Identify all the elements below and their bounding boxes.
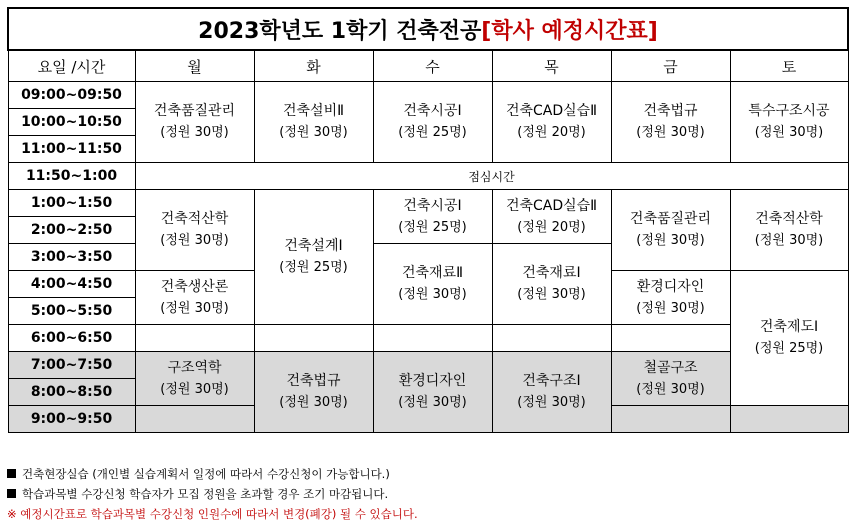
time-slot: 5:00~5:50 — [8, 298, 135, 325]
course-name: 철골구조 — [643, 359, 698, 376]
course-name: 건축CAD실습Ⅱ — [505, 197, 598, 214]
course-fri-morning — [611, 82, 730, 163]
empty-cell — [611, 325, 730, 352]
course-name: 건축법규 — [286, 373, 341, 389]
course-fri-evening — [611, 352, 730, 406]
empty-cell — [135, 406, 254, 433]
time-slot: 10:00~10:50 — [8, 109, 135, 136]
time-slot: 3:00~3:50 — [8, 244, 135, 271]
course-capacity: (정원 25명) — [279, 260, 348, 275]
course-capacity: (정원 30명) — [398, 395, 467, 410]
time-slot: 11:00~11:50 — [8, 136, 135, 163]
course-name: 건축적산학 — [755, 211, 823, 227]
course-capacity: (정원 30명) — [517, 287, 586, 302]
course-capacity: (정원 30명) — [636, 381, 705, 397]
title-main: 2023학년도 1학기 건축전공 — [198, 18, 482, 44]
course-name: 건축설비Ⅱ — [283, 103, 344, 119]
course-name: 건축재료Ⅱ — [402, 265, 463, 281]
course-capacity: (정원 30명) — [754, 125, 824, 140]
footnote-text: 건축현장실습 (개인별 실습계획서 일정에 따라서 수강신청이 가능합니다.) — [22, 467, 390, 481]
course-name: 환경디자인 — [636, 278, 705, 295]
course-capacity: (정원 30명) — [279, 395, 348, 410]
empty-cell — [135, 325, 254, 352]
course-capacity: (정원 20명) — [517, 219, 586, 235]
course-wed-afternoon-2 — [373, 244, 492, 325]
course-capacity: (정원 30명) — [279, 125, 348, 140]
course-name: 건축시공Ⅰ — [403, 197, 462, 214]
time-slot: 09:00~09:50 — [8, 82, 135, 109]
course-name: 구조역학 — [167, 359, 222, 376]
title-highlight: [학사 예정시간표] — [481, 18, 658, 44]
footnote — [7, 464, 418, 484]
square-bullet-icon — [7, 489, 16, 498]
course-thu-afternoon-2 — [492, 244, 611, 325]
empty-cell — [730, 406, 848, 433]
time-slot: 11:50~1:00 — [8, 163, 135, 190]
time-slot: 1:00~1:50 — [8, 190, 135, 217]
course-wed-afternoon-1 — [373, 190, 492, 244]
course-fri-afternoon-1 — [611, 190, 730, 271]
course-capacity: (정원 30명) — [754, 233, 824, 248]
course-capacity: (정원 30명) — [160, 300, 229, 316]
course-capacity: (정원 30명) — [160, 125, 229, 140]
course-mon-afternoon-1 — [135, 190, 254, 271]
day-header-thu: 목 — [492, 50, 611, 82]
time-slot: 9:00~9:50 — [8, 406, 135, 433]
course-name: 건축구조Ⅰ — [522, 373, 581, 389]
course-name: 건축재료Ⅰ — [522, 265, 581, 281]
day-header-mon: 월 — [135, 50, 254, 82]
time-slot: 2:00~2:50 — [8, 217, 135, 244]
page-title — [8, 8, 848, 50]
course-fri-afternoon-2 — [611, 271, 730, 325]
course-capacity: (정원 20명) — [517, 125, 586, 140]
course-sat-afternoon-1 — [730, 190, 848, 271]
course-capacity: (정원 30명) — [636, 125, 705, 140]
course-name: 건축법규 — [643, 103, 698, 119]
footnote-warning: ※ 예정시간표로 학습과목별 수강신청 인원수에 따라서 변경(폐강) 될 수 있습니다. — [7, 507, 418, 521]
course-tue-morning — [254, 82, 373, 163]
course-name: 건축생산론 — [160, 278, 229, 295]
square-bullet-icon — [7, 469, 16, 478]
course-capacity: (정원 25명) — [398, 219, 467, 235]
course-name: 건축품질관리 — [153, 103, 236, 119]
course-capacity: (정원 30명) — [517, 395, 586, 410]
empty-cell — [373, 325, 492, 352]
time-slot: 6:00~6:50 — [8, 325, 135, 352]
timetable — [7, 7, 849, 433]
empty-cell — [611, 406, 730, 433]
course-name: 건축품질관리 — [629, 211, 712, 227]
course-name: 건축적산학 — [160, 211, 229, 227]
day-header-fri: 금 — [611, 50, 730, 82]
corner-header: 요일 /시간 — [8, 50, 135, 82]
course-thu-afternoon-1 — [492, 190, 611, 244]
course-name: 건축시공Ⅰ — [403, 103, 462, 119]
time-slot: 4:00~4:50 — [8, 271, 135, 298]
lunch-break: 점심시간 — [135, 163, 848, 190]
course-thu-evening — [492, 352, 611, 433]
course-capacity: (정원 30명) — [636, 233, 705, 248]
course-capacity: (정원 30명) — [398, 287, 467, 302]
course-mon-morning — [135, 82, 254, 163]
course-sat-morning — [730, 82, 848, 163]
course-capacity: (정원 30명) — [160, 233, 229, 248]
course-capacity: (정원 30명) — [636, 300, 705, 316]
course-capacity: (정원 25명) — [398, 125, 467, 140]
course-capacity: (정원 25명) — [754, 341, 824, 356]
course-capacity: (정원 30명) — [160, 381, 229, 397]
course-name: 특수구조시공 — [748, 103, 830, 119]
day-header-wed: 수 — [373, 50, 492, 82]
course-name: 건축제도Ⅰ — [759, 319, 819, 335]
footnote-text: 학습과목별 수강신청 학습자가 모집 정원을 초과할 경우 조기 마감됩니다. — [22, 487, 389, 501]
course-sat-afternoon-2 — [730, 271, 848, 406]
day-header-sat: 토 — [730, 50, 848, 82]
course-tue-afternoon — [254, 190, 373, 325]
day-header-tue: 화 — [254, 50, 373, 82]
course-mon-afternoon-2 — [135, 271, 254, 325]
course-tue-evening — [254, 352, 373, 433]
course-wed-morning — [373, 82, 492, 163]
course-name: 건축CAD실습Ⅱ — [505, 103, 598, 119]
footnotes — [7, 464, 418, 524]
course-name: 건축설계Ⅰ — [284, 238, 343, 254]
course-thu-morning — [492, 82, 611, 163]
course-name: 환경디자인 — [398, 373, 467, 389]
course-mon-evening — [135, 352, 254, 406]
empty-cell — [492, 325, 611, 352]
time-slot: 7:00~7:50 — [8, 352, 135, 379]
time-slot: 8:00~8:50 — [8, 379, 135, 406]
footnote — [7, 484, 418, 504]
empty-cell — [254, 325, 373, 352]
course-wed-evening — [373, 352, 492, 433]
